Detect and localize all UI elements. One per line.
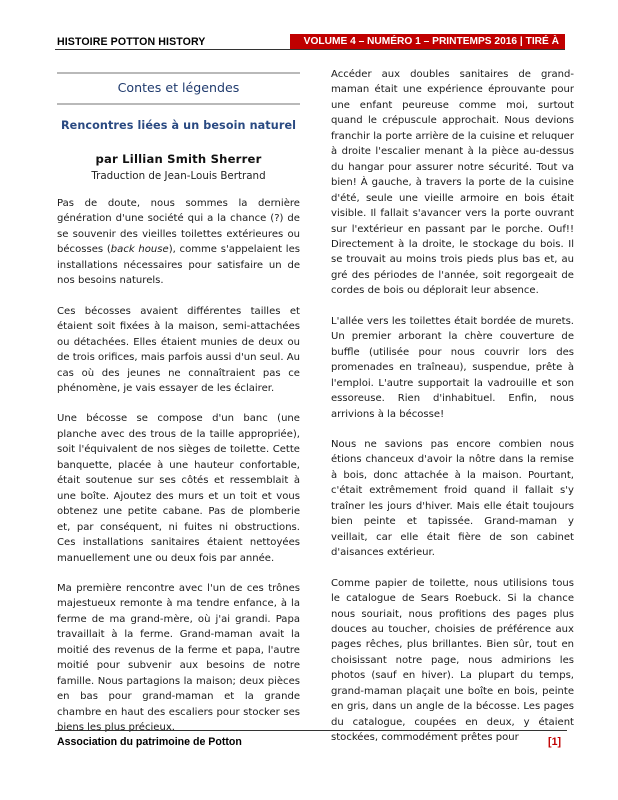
paragraph: Nous ne savions pas encore combien nous étions chanceux d'avoir la nôtre dans la remise à bois, donc attachée à la maison. Pourtant, c'était extrêmement froid quand il fallait s'y traîner les jours d'hiver. Mais elle était toujours bien peinte et tapissée. Grand-maman y veillait, car elle était fière de son cabinet d'aisances extérieur. [331, 438, 574, 559]
emphasis-text: back house [110, 244, 169, 256]
issue-banner: VOLUME 4 – NUMÉRO 1 – PRINTEMPS 2016 | TIRÉ À PART [290, 34, 565, 49]
page-header [55, 34, 565, 62]
right-column [331, 67, 574, 746]
publication-title: HISTOIRE POTTON HISTORY [57, 36, 206, 48]
left-paragraphs [57, 196, 300, 736]
article-title: Rencontres liées à un besoin naturel [60, 119, 297, 132]
paragraph: Une bécosse se compose d'un banc (une planche avec des trous de la taille appropriée), soit l'équivalent de nos sièges de toilette. Cette banquette, placée à une hauteur confortable, était soutenue sur ses côtés et ressemblait à une boîte. Ajoutez des murs et un toit et vous obtenez une petite cabane. Pas de plomberie et, par conséquent, ni fuites ni obstructions. Ces installations sanitaires étaient nettoyées manuellement une ou deux fois par année. [57, 413, 300, 564]
footer-organization: Association du patrimoine de Potton [57, 736, 242, 748]
paragraph: L'allée vers les toilettes était bordée de murets. Un premier arborant la chère couverture de buffle (utilisée pour nous couvrir lors des promenades en traîneau), suspendue, prête à l'emploi. L'autre supportait la vadrouille et son essoreuse. Rien d'inhabituel. Enfin, nous arrivions à la bécosse! [331, 315, 574, 420]
article-translator: Traduction de Jean-Louis Bertrand [91, 170, 266, 182]
section-title: Contes et légendes [117, 80, 240, 95]
paragraph: Pas de doute, nous sommes la dernière génération d'une société qui a la chance (?) de se souvenir des vieilles toilettes extérieures ou bécosses (back house), comme s'appelaient les installations nécessaires pour satisfaire un de nos besoins naturels. [57, 198, 300, 287]
paragraph: Accéder aux doubles sanitaires de grand-maman était une expérience éprouvante pour une enfant peureuse comme moi, surtout quand le crépuscule approchait. Nous devions franchir la porte arrière de la cuisine et reluquer à droite l'escalier menant à la pièce au-dessus du hangar pour assurer notre sécurité. Tout va bien! À gauche, à travers la porte de la cuisine d'été, seule une vieille armoire en bois était visible. Il fallait s'avancer vers la porte ouvrant sur l'extérieur en passant par le porche. Ouf!! Directement à la droite, le stockage du bois. Il se trouvait au moins trois pieds plus bas et, au gré des périodes de l'année, soit regorgeait de cordes de bois ou déplorait leur absence. [331, 69, 574, 297]
section-rule-bottom [57, 103, 300, 105]
page-footer [55, 730, 567, 750]
article-author: par Lillian Smith Sherrer [95, 152, 262, 166]
paragraph: Comme papier de toilette, nous utilisions tous le catalogue de Sears Roebuck. Si la chance nous souriait, nous profitions des pages plus douces au toucher, choisies de préférence aux pages rêches, plus brillantes. Bien sûr, tout en choisissant notre page, nous admirions les photos (sauf en hiver). La plupart du temps, grand-maman plaçait une boîte en bois, peinte en gris, dans un angle de la bécosse. Les pages du catalogue, coupées en deux, y étaient stockées, commodément prêtes pour [331, 577, 574, 744]
paragraph: Ces bécosses avaient différentes tailles et étaient soit fixées à la maison, semi-attachées ou détachées. Elles étaient munies de deux ou de trois orifices, mais parfois aussi d'un seul. Au cas où des jeunes ne connaîtraient pas ce phénomène, je vais essayer de les éclairer. [57, 305, 300, 394]
left-column [57, 72, 300, 736]
paragraph: Ma première rencontre avec l'un de ces trônes majestueux remonte à ma tendre enfance, à la ferme de ma grand-mère, où j'ai grandi. Papa travaillait à la ferme. Grand-maman avait la moitié des revenus de la ferme et papa, l'autre moitié pour subvenir aux besoins de notre famille. Nous partagions la maison; deux pièces en bas pour grand-maman et la grande chambre en haut des escaliers pour stocker ses biens les plus précieux. [57, 582, 300, 734]
page-number: [1] [548, 736, 561, 748]
